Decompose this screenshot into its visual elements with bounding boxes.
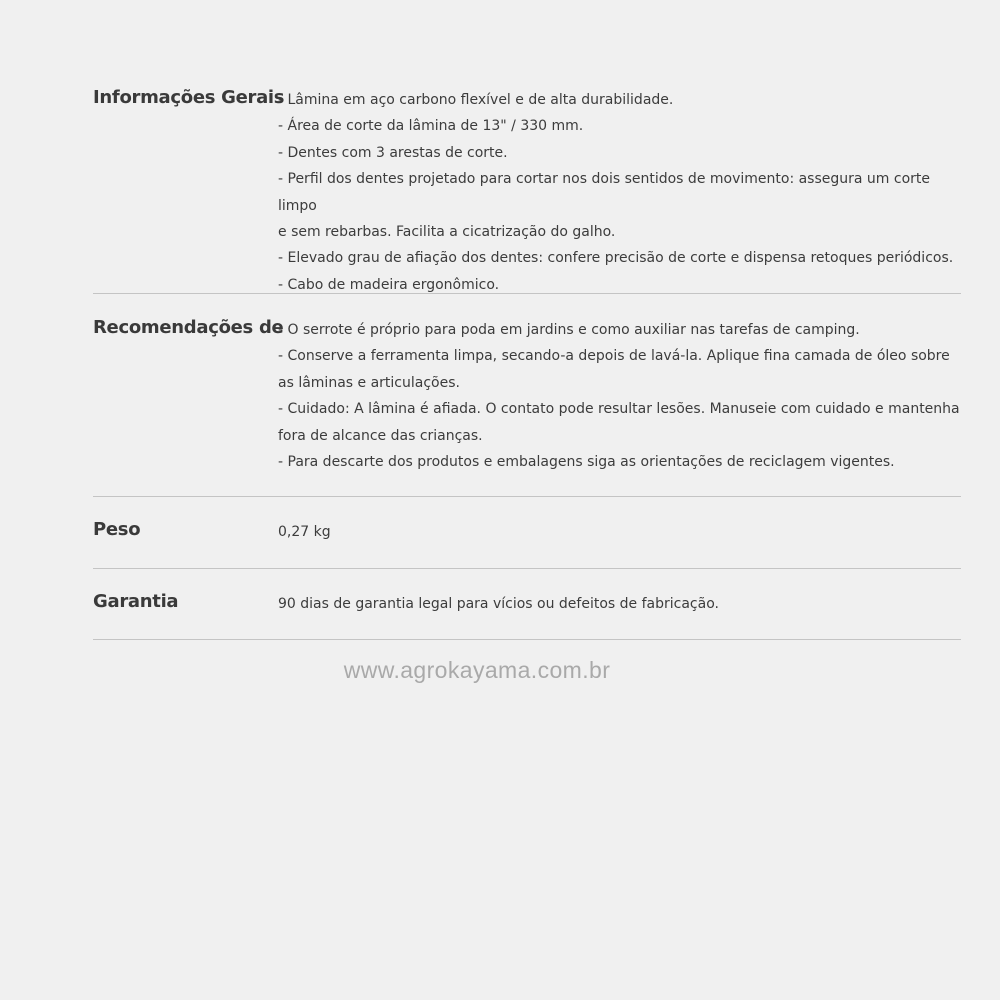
spec-line: - Dentes com 3 arestas de corte. [278,144,508,161]
spec-row-general-info [93,79,961,294]
spec-line: - Perfil dos dentes projetado para cortar nos dois sentidos de movimento: assegura um corte limpo [278,171,931,214]
spec-table [93,79,961,640]
spec-line: - O serrote é próprio para poda em jardins e como auxiliar nas tarefas de camping. [278,322,860,338]
spec-line: as lâminas e articulações. [278,374,460,391]
spec-line: - Lâmina em aço carbono flexível e de alta durabilidade. [278,92,674,108]
spec-label-general-info: Informações Gerais [93,87,285,108]
spec-content-general-info [278,87,961,298]
spec-row-weight [93,497,961,569]
spec-row-recommendations [93,294,961,497]
spec-line: e sem rebarbas. Facilita a cicatrização do galho. [278,224,616,241]
spec-label-recommendations: Recomendações de [93,317,284,338]
spec-value-warranty: 90 dias de garantia legal para vícios ou defeitos de fabricação. [278,596,719,612]
spec-line: - Elevado grau de afiação dos dentes: confere precisão de corte e dispensa retoques periódicos. [278,250,954,267]
website-url: www.agrokayama.com.br [343,657,611,683]
spec-line: - Cabo de madeira ergonômico. [278,276,500,293]
spec-line: - Área de corte da lâmina de 13" / 330 mm. [278,118,584,135]
spec-line: fora de alcance das crianças. [278,427,483,444]
spec-content-recommendations [278,317,961,475]
spec-line: - Cuidado: A lâmina é afiada. O contato pode resultar lesões. Manuseie com cuidado e mantenha [278,401,960,418]
spec-line: - Para descarte dos produtos e embalagens siga as orientações de reciclagem vigentes. [278,454,895,471]
spec-label-warranty: Garantia [93,591,179,612]
spec-line: - Conserve a ferramenta limpa, secando-a depois de lavá-la. Aplique fina camada de óleo sobre [278,348,950,365]
spec-row-warranty [93,569,961,640]
spec-value-weight: 0,27 kg [278,524,331,540]
spec-label-weight: Peso [93,519,141,540]
